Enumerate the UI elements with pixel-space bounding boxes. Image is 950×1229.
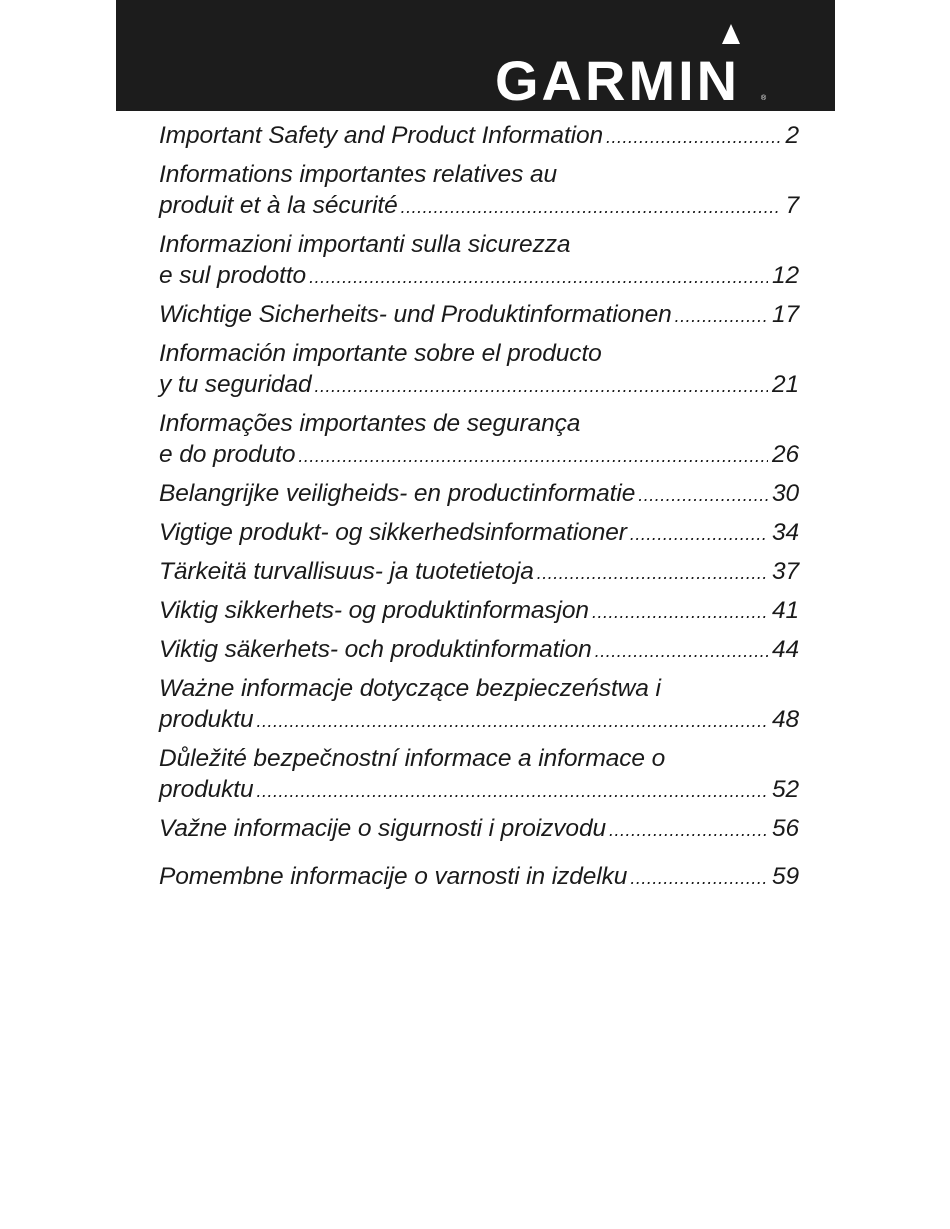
- toc-entry[interactable]: [159, 634, 799, 667]
- toc-entry-title-line: Wichtige Sicherheits- und Produktinformationen: [159, 301, 672, 328]
- toc-entry[interactable]: [159, 299, 799, 332]
- toc-entry[interactable]: [159, 743, 799, 807]
- toc-entry-title-line: Viktig säkerhets- och produktinformation: [159, 636, 592, 663]
- toc-page-number: 7: [785, 192, 799, 219]
- toc-entry-title-line: produktu: [159, 776, 254, 803]
- toc-entry-row: [159, 299, 799, 332]
- garmin-logo: [495, 20, 785, 106]
- toc-entry[interactable]: [159, 120, 799, 153]
- toc-entry[interactable]: [159, 408, 799, 472]
- dot-leader: [298, 441, 768, 472]
- dot-leader: [257, 776, 768, 807]
- toc-page-number: 56: [771, 815, 799, 842]
- toc-entry-row: [159, 556, 799, 589]
- toc-entry-title-line: Belangrijke veiligheids- en productinformatie: [159, 480, 636, 507]
- dot-leader: [630, 863, 768, 894]
- toc-page-number: 17: [771, 301, 799, 328]
- toc-entry[interactable]: [159, 556, 799, 589]
- garmin-logo-graphic: [495, 20, 785, 106]
- toc-page-number: 41: [771, 597, 799, 624]
- dot-leader: [675, 301, 768, 332]
- toc-entry-title-line: Tärkeitä turvallisuus- ja tuotetietoja: [159, 558, 534, 585]
- toc-entry-row: [159, 120, 799, 153]
- header-band: [116, 0, 835, 111]
- toc-entry-row: [159, 634, 799, 667]
- toc-page-number: 2: [785, 122, 799, 149]
- toc-entry-row: [159, 774, 799, 807]
- registered-mark-icon: ®: [761, 95, 767, 102]
- dot-leader: [309, 262, 768, 293]
- toc-entry[interactable]: [159, 338, 799, 402]
- toc-page-number: 59: [771, 863, 799, 890]
- toc-entry-title-line: produit et à la sécurité: [159, 192, 398, 219]
- toc-page-number: 26: [771, 441, 799, 468]
- toc-entry-row: [159, 595, 799, 628]
- toc-entry[interactable]: [159, 595, 799, 628]
- dot-leader: [537, 558, 768, 589]
- toc-entry-row: [159, 517, 799, 550]
- toc-entry-title-line: produktu: [159, 706, 254, 733]
- toc-page-number: 12: [771, 262, 799, 289]
- toc-entry-title-line: Información importante sobre el producto: [159, 340, 602, 367]
- toc-entry[interactable]: [159, 517, 799, 550]
- toc-entry[interactable]: [159, 478, 799, 511]
- dot-leader: [257, 706, 768, 737]
- dot-leader: [630, 519, 768, 550]
- toc-entry-row: [159, 478, 799, 511]
- dot-leader: [638, 480, 768, 511]
- toc-entry[interactable]: [159, 813, 799, 846]
- toc-entry[interactable]: [159, 861, 799, 894]
- toc-entry-title-line: Viktig sikkerhets- og produktinformasjon: [159, 597, 589, 624]
- toc-entry-title-line: e do produto: [159, 441, 296, 468]
- toc-entry[interactable]: [159, 229, 799, 293]
- toc-entry-title-line: Važne informacije o sigurnosti i proizvodu: [159, 815, 607, 842]
- toc-entry-row: [159, 369, 799, 402]
- toc-page-number: 48: [771, 706, 799, 733]
- toc-entry-title-line: Vigtige produkt- og sikkerhedsinformationer: [159, 519, 627, 546]
- toc-entry-title-line: Important Safety and Product Information: [159, 122, 604, 149]
- dot-leader: [609, 815, 768, 846]
- dot-leader: [606, 122, 781, 153]
- toc-entry-title-line: Informations importantes relatives au: [159, 161, 558, 188]
- logo-triangle-icon: [722, 24, 740, 44]
- toc-entry-row: [159, 260, 799, 293]
- toc-entry-title-line: Informazioni importanti sulla sicurezza: [159, 231, 571, 258]
- logo-wordmark: GARMIN: [495, 49, 741, 106]
- toc-page-number: 34: [771, 519, 799, 546]
- toc-entry-title-line: Pomembne informacije o varnosti in izdelku: [159, 863, 628, 890]
- toc-entry[interactable]: [159, 159, 799, 223]
- toc-page-number: 21: [771, 371, 799, 398]
- dot-leader: [592, 597, 768, 628]
- toc-entry-title-line: y tu seguridad: [159, 371, 312, 398]
- toc-entry-row: [159, 439, 799, 472]
- dot-leader: [401, 192, 782, 223]
- dot-leader: [595, 636, 768, 667]
- toc-entry-title-line: Informações importantes de segurança: [159, 410, 581, 437]
- toc-entry-title-line: Důležité bezpečnostní informace a informace o: [159, 745, 666, 772]
- toc-entry-title-line: Ważne informacje dotyczące bezpieczeństwa i: [159, 675, 661, 702]
- toc-entry-row: [159, 813, 799, 846]
- toc-entry-row: [159, 190, 799, 223]
- toc-page-number: 44: [771, 636, 799, 663]
- table-of-contents: [159, 120, 799, 894]
- toc-page-number: 37: [771, 558, 799, 585]
- toc-entry-row: [159, 861, 799, 894]
- toc-entry-row: [159, 704, 799, 737]
- dot-leader: [315, 371, 768, 402]
- toc-entry-title-line: e sul prodotto: [159, 262, 307, 289]
- toc-page-number: 52: [771, 776, 799, 803]
- toc-entry[interactable]: [159, 673, 799, 737]
- toc-page-number: 30: [771, 480, 799, 507]
